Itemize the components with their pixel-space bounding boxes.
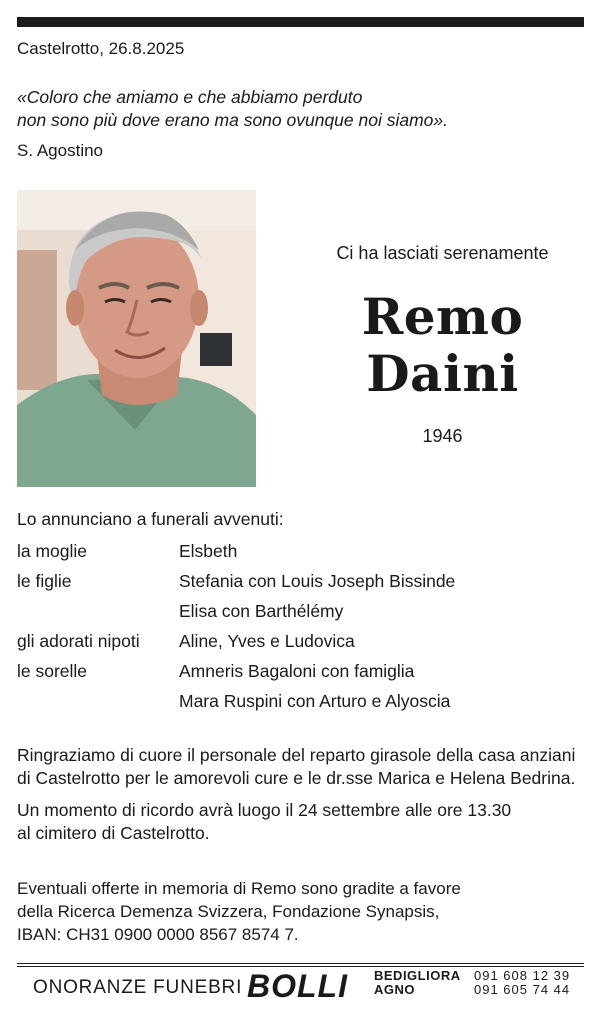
footer-locations <box>374 969 461 997</box>
thanks-line: di Castelrotto per le amorevoli cure e le dr.sse Marica e Helena Bedrina. <box>17 768 576 788</box>
memorial-line: Un momento di ricordo avrà luogo il 24 settembre alle ore 13.30 <box>17 800 512 820</box>
family-row <box>17 566 455 596</box>
donations-line: IBAN: CH31 0900 0000 8567 8574 7. <box>17 925 299 944</box>
memorial-line: al cimitero di Castelrotto. <box>17 823 210 843</box>
family-names: Elisa con Barthélémy <box>179 600 344 621</box>
intro-text: Ci ha lasciati serenamente <box>336 243 549 263</box>
thanks-paragraph <box>17 744 592 790</box>
memorial-paragraph <box>17 799 592 845</box>
footer-phone: 091 608 12 39 <box>474 968 571 983</box>
family-relation: le sorelle <box>17 660 88 681</box>
family-relation: gli adorati nipoti <box>17 630 140 651</box>
family-relation: le figlie <box>17 570 72 591</box>
dateline: Castelrotto, 26.8.2025 <box>17 39 185 58</box>
family-row <box>17 656 455 686</box>
footer-phone: 091 605 74 44 <box>474 982 571 997</box>
footer-location: AGNO <box>374 982 415 997</box>
family-row <box>17 686 455 716</box>
family-relation: la moglie <box>17 540 88 561</box>
quote <box>17 86 448 132</box>
family-names: Aline, Yves e Ludovica <box>179 630 355 651</box>
quote-line: non sono più dove erano ma sono ovunque noi siamo». <box>17 110 448 130</box>
footer-label: ONORANZE FUNEBRI <box>33 977 243 998</box>
family-names: Elsbeth <box>179 540 238 561</box>
birth-year: 1946 <box>422 426 463 446</box>
family-names: Amneris Bagaloni con famiglia <box>179 660 415 681</box>
donations-paragraph <box>17 877 592 946</box>
family-list <box>17 536 455 716</box>
portrait-photo <box>17 190 256 487</box>
family-row <box>17 596 455 626</box>
last-name: Daini <box>366 344 519 403</box>
thanks-line: Ringraziamo di cuore il personale del reparto girasole della casa anziani <box>17 745 576 765</box>
quote-author: S. Agostino <box>17 141 104 160</box>
family-names: Stefania con Louis Joseph Bissinde <box>179 570 456 591</box>
family-row <box>17 626 455 656</box>
funeral-home-footer <box>17 963 584 1008</box>
top-rule <box>17 17 584 27</box>
quote-line: «Coloro che amiamo e che abbiamo perduto <box>17 87 363 107</box>
donations-line: della Ricerca Demenza Svizzera, Fondazione Synapsis, <box>17 902 440 921</box>
donations-line: Eventuali offerte in memoria di Remo sono gradite a favore <box>17 879 461 898</box>
family-names: Mara Ruspini con Arturo e Alyoscia <box>179 690 451 711</box>
footer-phones <box>474 969 570 997</box>
footer-brand: BOLLI <box>247 968 348 1004</box>
first-name: Remo <box>361 287 524 346</box>
footer-location: BEDIGLIORA <box>374 968 461 983</box>
family-row <box>17 536 455 566</box>
announcement-heading: Lo annunciano a funerali avvenuti: <box>17 509 284 529</box>
